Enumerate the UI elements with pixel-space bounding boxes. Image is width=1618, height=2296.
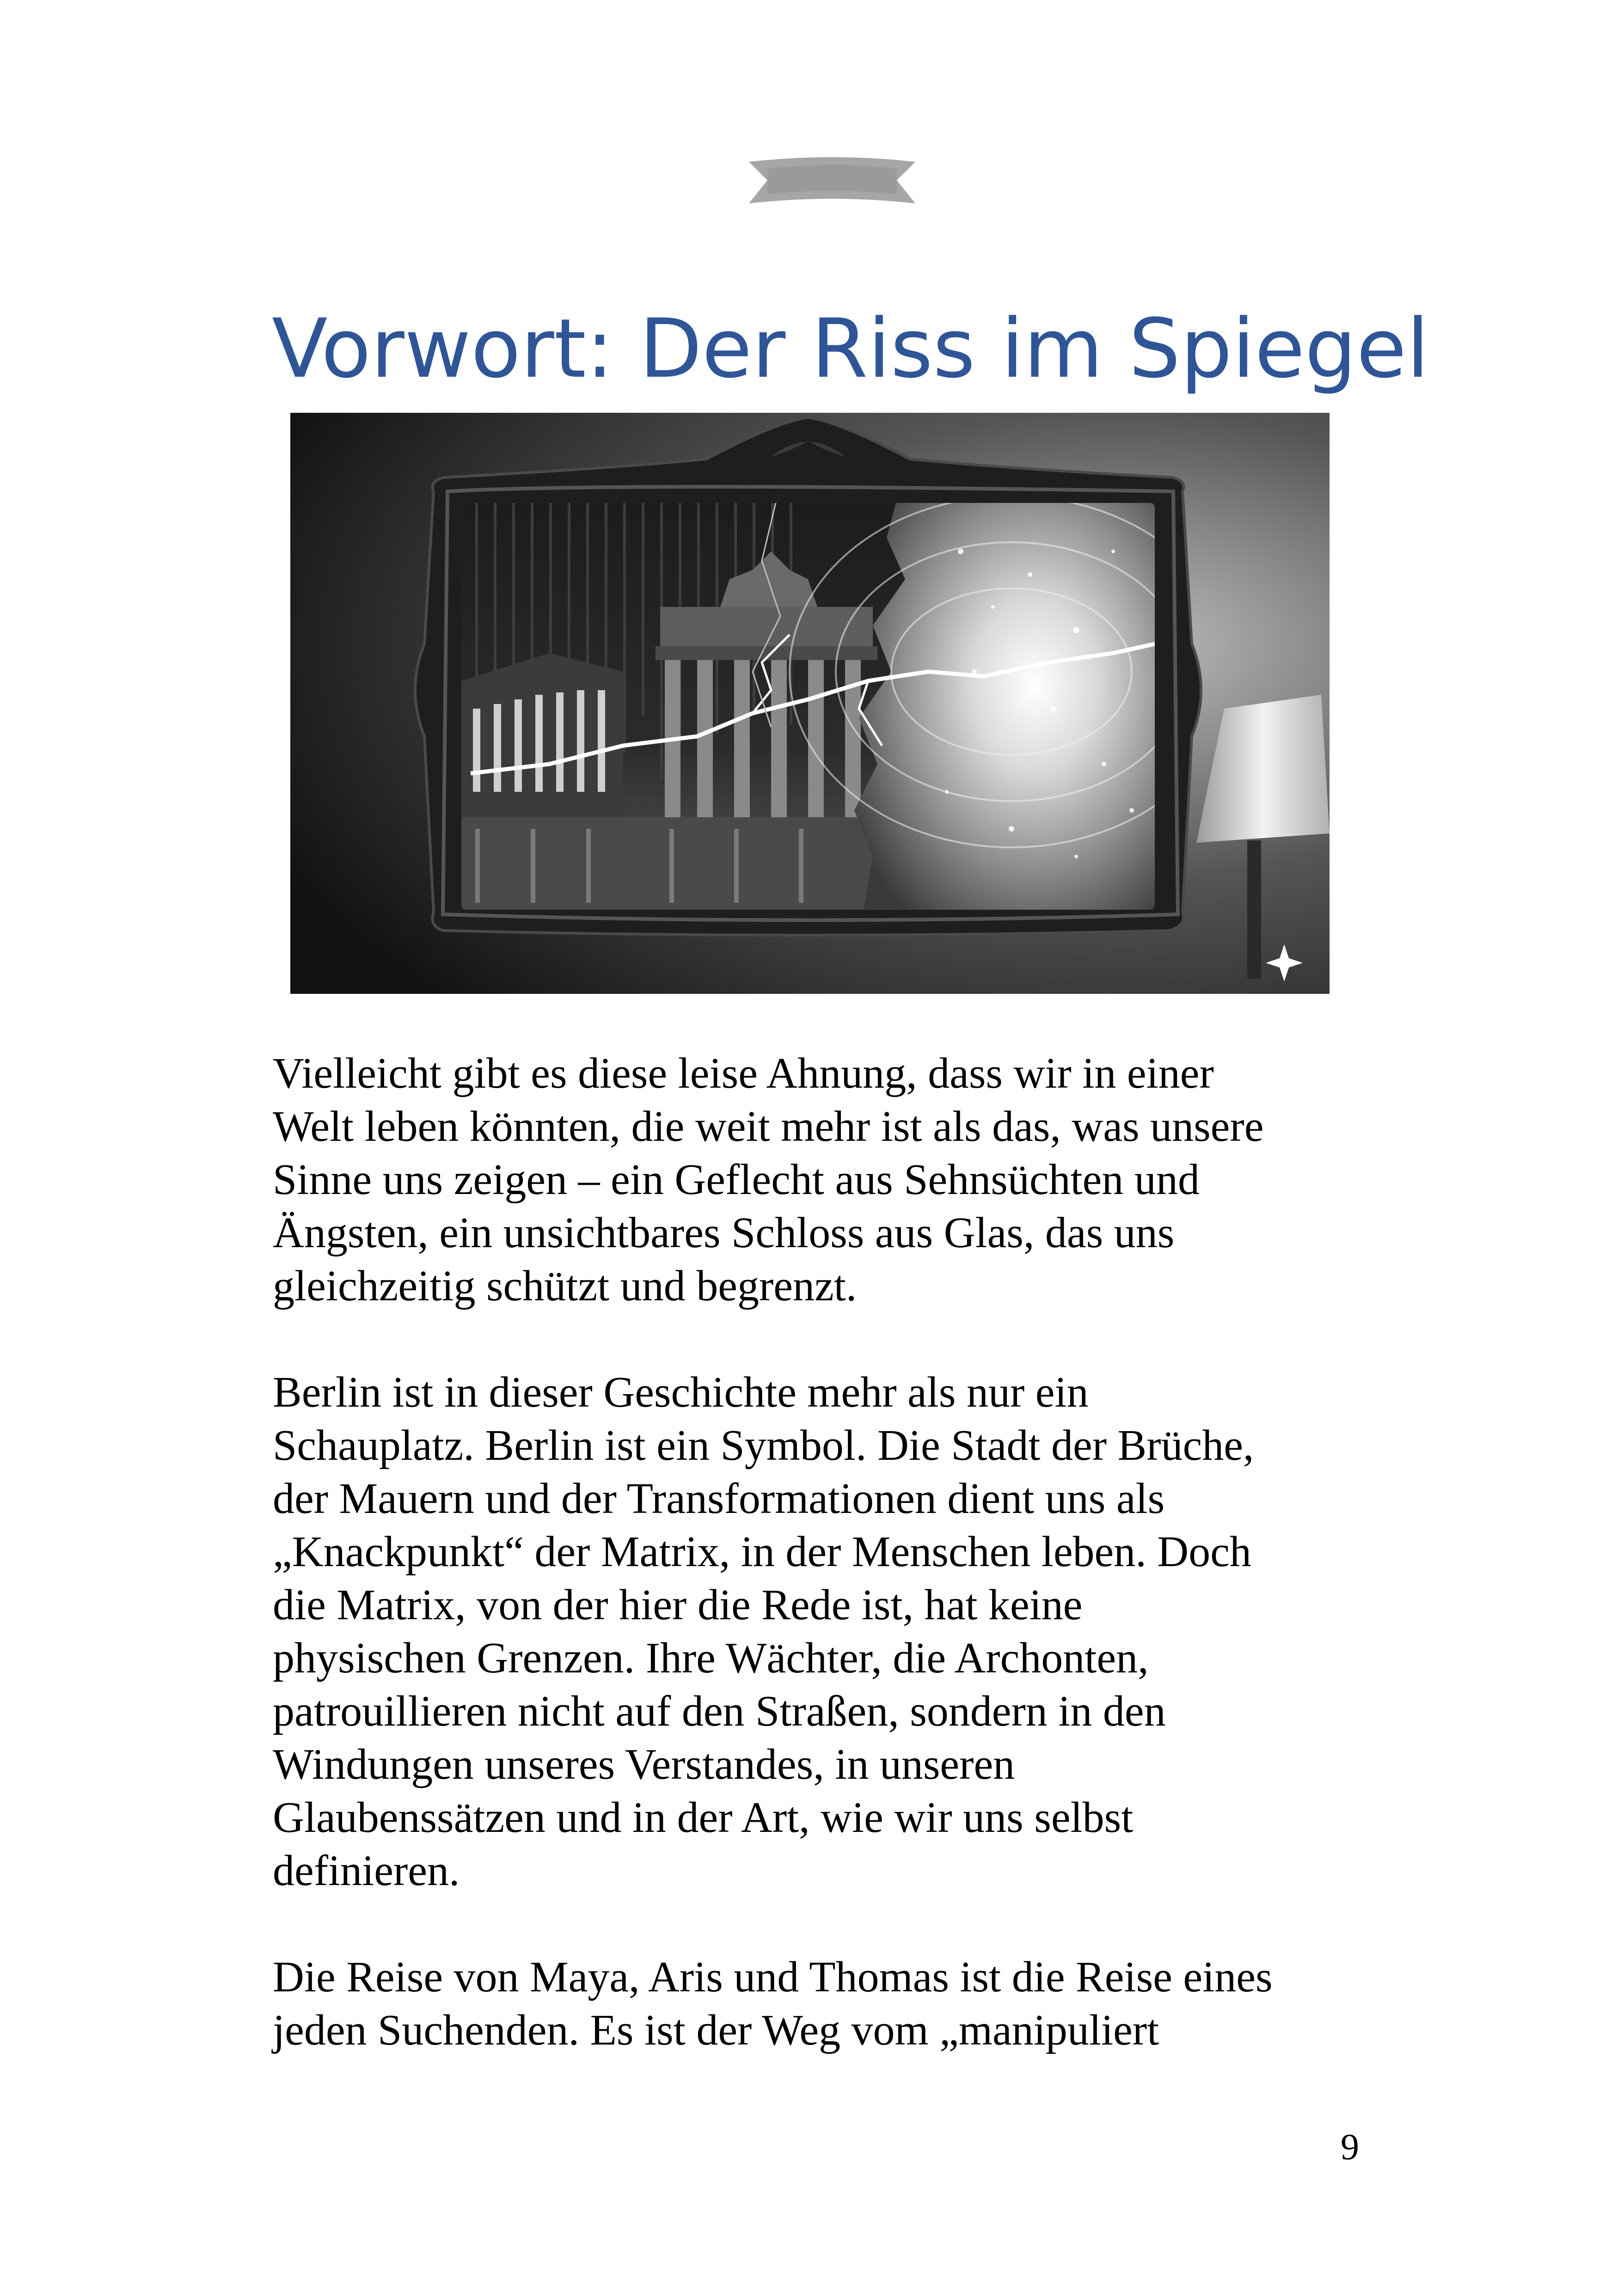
paragraph bbox=[273, 1047, 1382, 1313]
text-line: Sinne uns zeigen – ein Geflecht aus Sehnsüchten und bbox=[273, 1156, 1200, 1204]
text-line: patrouillieren nicht auf den Straßen, sondern in den bbox=[273, 1687, 1166, 1735]
text-line: die Matrix, von der hier die Rede ist, hat keine bbox=[273, 1581, 1083, 1629]
ribbon-banner-ornament bbox=[740, 148, 925, 213]
chapter-title: Vorwort: Der Riss im Spiegel bbox=[272, 301, 1429, 396]
text-line: physischen Grenzen. Ihre Wächter, die Archonten, bbox=[273, 1634, 1149, 1682]
chapter-body bbox=[273, 1047, 1382, 2110]
mirror-glass bbox=[461, 496, 1233, 910]
text-line: Windungen unseres Verstandes, in unseren bbox=[273, 1740, 1015, 1788]
text-line: der Mauern und der Transformationen dient uns als bbox=[273, 1475, 1165, 1523]
chapter-illustration bbox=[290, 413, 1330, 994]
text-line: Welt leben könnten, die weit mehr ist als das, was unsere bbox=[273, 1102, 1264, 1151]
text-line: Schauplatz. Berlin ist ein Symbol. Die Stadt der Brüche, bbox=[273, 1421, 1254, 1469]
paragraph bbox=[273, 1951, 1382, 2057]
text-line: Ängsten, ein unsichtbares Schloss aus Glas, das uns bbox=[273, 1209, 1175, 1257]
paragraph bbox=[273, 1366, 1382, 1898]
text-line: gleichzeitig schützt und begrenzt. bbox=[273, 1262, 857, 1310]
page-number: 9 bbox=[1341, 2127, 1359, 2167]
text-line: „Knackpunkt“ der Matrix, in der Menschen leben. Doch bbox=[273, 1528, 1251, 1576]
mirror-illustration-graphic bbox=[290, 413, 1330, 994]
text-line: Glaubenssätzen und in der Art, wie wir uns selbst bbox=[273, 1794, 1134, 1842]
text-line: Vielleicht gibt es diese leise Ahnung, dass wir in einer bbox=[273, 1049, 1214, 1097]
text-line: definieren. bbox=[273, 1847, 460, 1895]
text-line: Berlin ist in dieser Geschichte mehr als nur ein bbox=[273, 1368, 1089, 1416]
text-line: jeden Suchenden. Es ist der Weg vom „manipuliert bbox=[273, 2006, 1159, 2054]
text-line: Die Reise von Maya, Aris und Thomas ist die Reise eines bbox=[273, 1953, 1273, 2001]
